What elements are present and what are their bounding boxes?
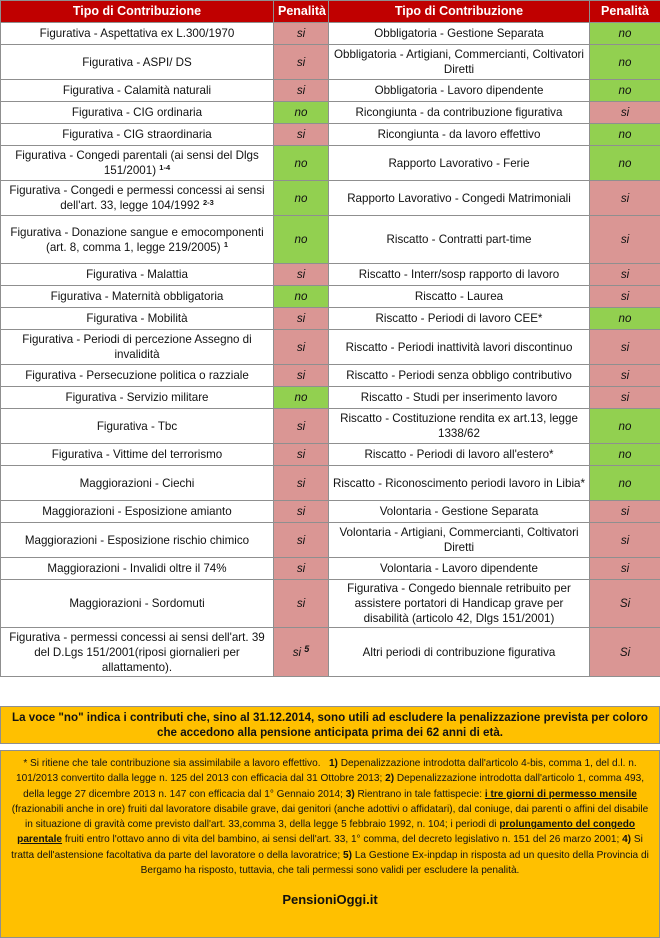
- penalty-left: [274, 146, 329, 181]
- penalty-value: no: [618, 476, 632, 490]
- penalty-right: [590, 264, 660, 286]
- contribution-type-left: [1, 102, 274, 124]
- contribution-type-left: [1, 501, 274, 523]
- contribution-label: Maggiorazioni - Esposizione amianto: [42, 505, 232, 518]
- contribution-label: Figurativa - Congedo biennale retribuito per assistere portatori di Handicap grave per disabilità (articolo 42, Dlgs 151/2001): [347, 582, 571, 625]
- penalty-left: [274, 23, 329, 45]
- contribution-type-left: [1, 628, 274, 677]
- penalty-value: no: [294, 156, 308, 170]
- contribution-type-right: [329, 23, 590, 45]
- contribution-label: Figurativa - Congedi parentali (ai sensi del Dlgs 151/2001): [15, 149, 259, 177]
- penalty-value: no: [618, 419, 632, 433]
- footnote-asterisk: * Si ritiene che tale contribuzione sia assimilabile a lavoro effettivo.: [23, 758, 321, 769]
- penalty-value: no: [294, 233, 308, 246]
- penalty-value: si: [296, 448, 306, 461]
- penalty-left: [274, 365, 329, 387]
- contribution-type-left: [1, 80, 274, 102]
- contribution-type-right: [329, 330, 590, 365]
- penalty-left: [274, 628, 329, 677]
- penalty-value: si: [292, 645, 302, 659]
- contribution-label: Ricongiunta - da lavoro effettivo: [377, 128, 541, 141]
- contribution-type-right: [329, 558, 590, 580]
- penalty-value: si: [620, 268, 630, 281]
- penalty-right: [590, 124, 660, 146]
- penalty-value: si: [620, 562, 630, 575]
- penalty-value: si: [296, 128, 306, 141]
- contribution-label: Riscatto - Laurea: [414, 290, 504, 303]
- header-tipo-right: Tipo di Contribuzione: [329, 1, 590, 23]
- table-row: [1, 23, 660, 45]
- footnote-3c: fruiti entro l'ottavo anno di vita del bambino, ai sensi dell'art. 33, 1° comma, del decreto legislativo n. 151 del 26 marzo 2001;: [64, 834, 620, 846]
- footnote-1-number: 1): [328, 758, 338, 769]
- contribution-label: Obbligatoria - Artigiani, Commercianti, Coltivatori Diretti: [333, 48, 584, 76]
- table-row: [1, 181, 660, 216]
- contribution-label: Figurativa - CIG ordinaria: [71, 106, 203, 119]
- contribution-label: Figurativa - Malattia: [86, 268, 188, 281]
- penalty-value: si: [296, 27, 306, 40]
- table-row: [1, 365, 660, 387]
- penalty-left: [274, 409, 329, 444]
- header-penalita-right: Penalità: [590, 1, 660, 23]
- footnote-5-number: 5): [343, 849, 352, 861]
- contribution-type-left: [1, 264, 274, 286]
- contribution-label: Figurativa - permessi concessi ai sensi dell'art. 39 del D.Lgs 151/2001(riposi giornalieri per allattamento).: [9, 630, 265, 674]
- table-body: [1, 23, 660, 677]
- contribution-label: Figurativa - Calamità naturali: [62, 84, 212, 97]
- contribution-label: Figurativa - Periodi di percezione Assegno di invalidità: [22, 333, 252, 361]
- contribution-type-right: [329, 444, 590, 466]
- penalty-right: [590, 365, 660, 387]
- penalty-right: [590, 45, 660, 80]
- contribution-type-left: [1, 365, 274, 387]
- contribution-type-right: [329, 466, 590, 501]
- contribution-label: Obbligatoria - Lavoro dipendente: [374, 84, 544, 97]
- table-row: [1, 523, 660, 558]
- contribution-label: Figurativa - Aspettativa ex L.300/1970: [39, 27, 235, 40]
- contribution-type-left: [1, 387, 274, 409]
- table-row: [1, 444, 660, 466]
- contribution-label: Figurativa - Mobilità: [86, 312, 188, 325]
- contribution-label: Maggiorazioni - Sordomuti: [69, 597, 205, 610]
- penalty-right: [590, 23, 660, 45]
- contribution-label: Maggiorazioni - Ciechi: [79, 476, 195, 490]
- penalty-left: [274, 558, 329, 580]
- contribution-label: Riscatto - Periodi di lavoro CEE*: [375, 312, 543, 325]
- contribution-label: Riscatto - Contratti part-time: [386, 233, 532, 246]
- contribution-label: Volontaria - Gestione Separata: [379, 505, 539, 518]
- footnote-2: Depenalizzazione introdotta dall'articolo 1, comma 493, della legge 27 dicembre 2013 n. 147 con efficacia dal 1° Gennaio 2014;: [23, 773, 644, 800]
- contribution-label: Figurativa - Tbc: [96, 419, 178, 433]
- contribution-label: Riscatto - Periodi inattività lavori discontinuo: [345, 340, 573, 354]
- penalty-value: si: [296, 340, 306, 354]
- penalty-left: [274, 501, 329, 523]
- penalty-value: no: [618, 128, 632, 141]
- contribution-label: Altri periodi di contribuzione figurativa: [362, 645, 556, 659]
- penalty-right: [590, 102, 660, 124]
- penalty-value: si: [620, 369, 630, 382]
- table-row: [1, 264, 660, 286]
- table-row: [1, 286, 660, 308]
- penalty-left: [274, 216, 329, 264]
- contribution-label: Maggiorazioni - Esposizione rischio chimico: [24, 533, 250, 547]
- penalty-right: [590, 387, 660, 409]
- penalty-right: [590, 523, 660, 558]
- footnote-2-number: 2): [385, 773, 395, 785]
- penalty-value: Si: [619, 597, 631, 610]
- contribution-label: Maggiorazioni - Invalidi oltre il 74%: [47, 562, 227, 575]
- penalty-right: [590, 558, 660, 580]
- table-row: [1, 124, 660, 146]
- table-row: [1, 330, 660, 365]
- contribution-type-left: [1, 181, 274, 216]
- penalty-left: [274, 286, 329, 308]
- contribution-label: Riscatto - Riconoscimento periodi lavoro in Libia*: [333, 476, 585, 490]
- footnote-1: Depenalizzazione introdotta dall'articolo 4-bis, comma 1, del d.l. n. 101/2013 convertito dalla legge n. 125 del 2013 con efficacia dal 31 Ottobre 2013;: [16, 758, 637, 785]
- contribution-type-right: [329, 308, 590, 330]
- footnote-3b: (frazionabili anche in ore) fruiti dal lavoratore disabile grave, dai genitori (anche adottivi o affidatari), dal coniuge, dai parenti o affini del disabile in situazione di gravità come previsto dall'art. 33,comma 3, della legge 5 febbraio 1992, n. 104; i periodi di: [11, 803, 649, 831]
- table-header-row: [1, 1, 660, 23]
- penalty-left: [274, 181, 329, 216]
- table-row: [1, 308, 660, 330]
- contribution-label: Riscatto - Interr/sosp rapporto di lavoro: [358, 268, 560, 281]
- contribution-label: Figurativa - Maternità obbligatoria: [50, 290, 224, 303]
- penalty-value: si: [296, 268, 306, 281]
- footnote-4: Si tratta dell'astensione facoltativa da parte del lavoratore o della lavoratrice;: [11, 834, 643, 861]
- contribution-type-right: [329, 580, 590, 628]
- table-row: [1, 558, 660, 580]
- penalty-left: [274, 523, 329, 558]
- contribution-type-left: [1, 558, 274, 580]
- contribution-label: Figurativa - Congedi e permessi concessi ai sensi dell'art. 33, legge 104/1992: [9, 184, 265, 212]
- table-row: [1, 409, 660, 444]
- main-note: La voce "no" indica i contributi che, sino al 31.12.2014, sono utili ad escludere la penalizzazione prevista per coloro che accedono alla pensione anticipata prima dei 62 anni di età.: [0, 706, 660, 744]
- contribution-type-right: [329, 387, 590, 409]
- contribution-label: Riscatto - Periodi senza obbligo contributivo: [346, 369, 572, 382]
- penalty-right: [590, 409, 660, 444]
- penalty-value: Si: [619, 645, 631, 659]
- contribution-type-left: [1, 286, 274, 308]
- penalty-left: [274, 102, 329, 124]
- contribution-type-left: [1, 580, 274, 628]
- penalty-value: si: [620, 233, 630, 246]
- penalty-value: si: [620, 106, 630, 119]
- penalty-left: [274, 466, 329, 501]
- penalty-value: si: [620, 391, 630, 404]
- contribution-type-left: [1, 466, 274, 501]
- penalty-right: [590, 80, 660, 102]
- contribution-type-left: [1, 330, 274, 365]
- table-row: [1, 466, 660, 501]
- penalty-left: [274, 124, 329, 146]
- contribution-label: Riscatto - Costituzione rendita ex art.13, legge 1338/62: [340, 412, 578, 440]
- table-row: [1, 628, 660, 677]
- footnote-3-permesso-mensile: i tre giorni di permesso mensile: [484, 788, 637, 800]
- contribution-type-left: [1, 308, 274, 330]
- penalty-left: [274, 308, 329, 330]
- penalty-right: [590, 501, 660, 523]
- header-tipo-left: Tipo di Contribuzione: [1, 1, 274, 23]
- table-row: [1, 580, 660, 628]
- footnote-5: La Gestione Ex-inpdap in risposta ad un quesito della Provincia di Bergamo ha risposto, tuttavia, che tali permessi sono validi per escludere la penalità.: [140, 849, 649, 877]
- penalty-left: [274, 580, 329, 628]
- penalty-value: no: [294, 191, 308, 205]
- contribution-type-right: [329, 124, 590, 146]
- contribution-type-right: [329, 146, 590, 181]
- brand-name: PensioniOggi.it: [282, 892, 378, 908]
- penalty-left: [274, 80, 329, 102]
- penalty-right: [590, 444, 660, 466]
- penalty-value: si: [296, 597, 306, 610]
- penalty-right: [590, 181, 660, 216]
- penalty-left: [274, 45, 329, 80]
- penalty-value: si: [620, 191, 630, 205]
- contribution-type-left: [1, 45, 274, 80]
- contribution-label: Rapporto Lavorativo - Ferie: [388, 156, 530, 170]
- penalty-value: si: [620, 533, 630, 547]
- contribution-type-right: [329, 523, 590, 558]
- contribution-type-left: [1, 124, 274, 146]
- header-penalita-left: Penalità: [274, 1, 329, 23]
- penalty-value: no: [618, 312, 632, 325]
- contribution-type-left: [1, 146, 274, 181]
- penalty-right: [590, 146, 660, 181]
- contribution-type-left: [1, 23, 274, 45]
- penalty-right: [590, 466, 660, 501]
- penalty-right: [590, 580, 660, 628]
- table-row: [1, 45, 660, 80]
- contribution-type-right: [329, 80, 590, 102]
- penalty-value: si: [296, 476, 306, 490]
- table-row: [1, 387, 660, 409]
- contribution-label: Ricongiunta - da contribuzione figurativa: [355, 106, 563, 119]
- table-row: [1, 146, 660, 181]
- footnote-3-congedo-parentale: prolungamento del congedo parentale: [17, 819, 636, 846]
- penalty-left: [274, 444, 329, 466]
- penalty-right: [590, 330, 660, 365]
- contribution-type-right: [329, 45, 590, 80]
- penalty-value: no: [294, 391, 308, 404]
- contribution-label: Figurativa - CIG straordinaria: [62, 128, 212, 141]
- penalty-value: no: [294, 290, 308, 303]
- contribution-type-right: [329, 409, 590, 444]
- penalty-value: no: [294, 106, 308, 119]
- penalty-value: si: [296, 419, 306, 433]
- contribution-type-right: [329, 628, 590, 677]
- footnote-3-number: 3): [345, 788, 355, 800]
- penalty-right: [590, 308, 660, 330]
- penalty-left: [274, 387, 329, 409]
- penalty-value: no: [618, 55, 632, 69]
- contribution-type-right: [329, 181, 590, 216]
- penalty-right: [590, 216, 660, 264]
- penalty-right: [590, 628, 660, 677]
- penalty-value: no: [618, 448, 632, 461]
- contribution-type-left: [1, 444, 274, 466]
- contribution-type-left: [1, 216, 274, 264]
- penalty-value: si: [296, 562, 306, 575]
- penalty-value: si: [296, 505, 306, 518]
- contribution-type-left: [1, 523, 274, 558]
- contribution-label: Figurativa - Servizio militare: [65, 391, 209, 404]
- penalty-value: si: [296, 84, 306, 97]
- footnote-3a: Rientrano in tale fattispecie:: [357, 788, 483, 800]
- contribution-type-right: [329, 286, 590, 308]
- contribution-type-right: [329, 102, 590, 124]
- table-row: [1, 216, 660, 264]
- table-row: [1, 80, 660, 102]
- penalty-value: no: [618, 156, 632, 170]
- contribution-label: Figurativa - Donazione sangue e emocomponenti (art. 8, comma 1, legge 219/2005): [10, 225, 264, 254]
- penalty-value: si: [620, 290, 630, 303]
- penalty-left: [274, 264, 329, 286]
- penalty-value: no: [618, 84, 632, 97]
- table-row: [1, 501, 660, 523]
- footnotes-box: [0, 750, 660, 938]
- contribution-type-right: [329, 501, 590, 523]
- footnote-ref: 2-3: [202, 198, 214, 207]
- table-row: [1, 102, 660, 124]
- contribution-label: Rapporto Lavorativo - Congedi Matrimoniali: [347, 191, 571, 205]
- contribution-label: Riscatto - Studi per inserimento lavoro: [360, 391, 558, 404]
- footnote-4-number: 4): [622, 834, 632, 846]
- contribution-label: Volontaria - Lavoro dipendente: [380, 562, 538, 575]
- penalty-value: si: [296, 312, 306, 325]
- penalty-right: [590, 286, 660, 308]
- penalty-value: si: [296, 369, 306, 382]
- penalty-value: si: [620, 505, 630, 518]
- contribution-label: Volontaria - Artigiani, Commercianti, Coltivatori Diretti: [339, 526, 579, 554]
- footnote-ref: 1: [223, 239, 229, 249]
- contribution-type-left: [1, 409, 274, 444]
- contribution-label: Figurativa - Vittime del terrorismo: [51, 448, 223, 461]
- penalty-value: si: [296, 533, 306, 547]
- penalty-value: si: [620, 340, 630, 354]
- penalty-value: no: [618, 27, 632, 40]
- contribution-type-right: [329, 365, 590, 387]
- contribution-label: Figurativa - ASPI/ DS: [82, 55, 192, 69]
- contribution-label: Obbligatoria - Gestione Separata: [374, 27, 544, 40]
- footnote-ref: 5: [304, 643, 310, 654]
- contribution-label: Figurativa - Persecuzione politica o razziale: [25, 369, 249, 382]
- contribution-type-right: [329, 216, 590, 264]
- contribution-label: Riscatto - Periodi di lavoro all'estero*: [364, 448, 554, 461]
- penalty-left: [274, 330, 329, 365]
- penalty-value: si: [296, 55, 306, 69]
- footnote-ref: 1-4: [159, 163, 171, 172]
- contribution-type-right: [329, 264, 590, 286]
